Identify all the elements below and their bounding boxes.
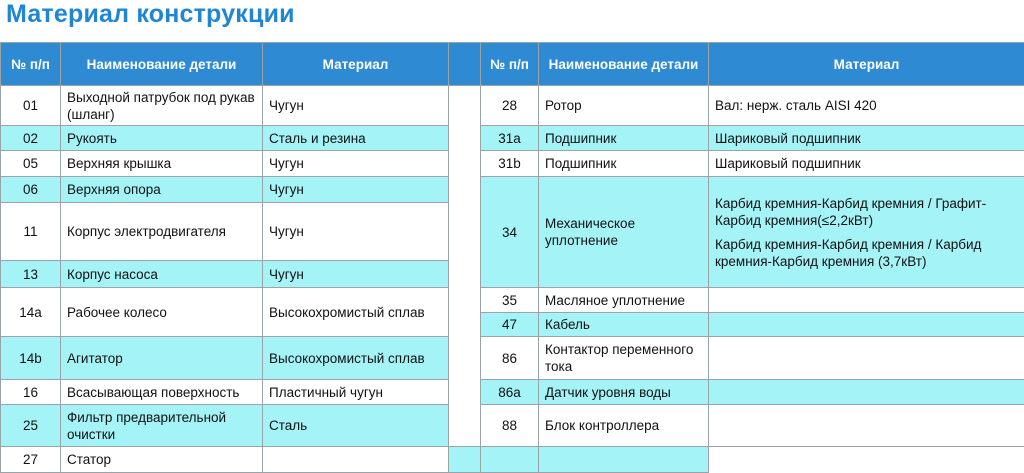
header-part-right: Наименование детали (539, 43, 709, 86)
cell-part-right: Подшипник (539, 151, 709, 177)
cell-num-right (449, 447, 481, 473)
cell-part-right: Датчик уровня воды (539, 380, 709, 405)
table-row (1, 447, 1024, 473)
cell-part: Корпус электродвигателя (61, 203, 263, 261)
cell-num: 14a (1, 288, 61, 337)
material-option: Карбид кремния-Карбид кремния / Карбид кремния-Карбид кремния (3,7кВт) (715, 236, 1018, 270)
cell-num-right: 47 (481, 313, 539, 337)
cell-material: Сталь (263, 405, 449, 447)
cell-material: Чугун (263, 86, 449, 126)
table-header-row (1, 43, 1024, 86)
table-row (1, 126, 1024, 151)
cell-material-right (539, 447, 709, 473)
cell-material: Чугун (263, 203, 449, 261)
table-row (1, 86, 1024, 126)
table-row (1, 337, 1024, 380)
cell-num: 16 (1, 380, 61, 405)
cell-num: 06 (1, 177, 61, 203)
cell-num-right: 31a (481, 126, 539, 151)
cell-num-right: 31b (481, 151, 539, 177)
header-num-right: № п/п (481, 43, 539, 86)
header-gap (449, 43, 481, 86)
cell-num: 05 (1, 151, 61, 177)
table-row (1, 380, 1024, 405)
cell-part: Статор (61, 447, 263, 473)
table-row (1, 177, 1024, 203)
cell-num-right: 86a (481, 380, 539, 405)
cell-num-right: 28 (481, 86, 539, 126)
cell-part: Рабочее колесо (61, 288, 263, 337)
cell-num-right: 86 (481, 337, 539, 380)
cell-material: Высокохромистый сплав (263, 288, 449, 337)
cell-num: 02 (1, 126, 61, 151)
cell-material: Сталь и резина (263, 126, 449, 151)
cell-material-right (709, 288, 1024, 313)
cell-part: Рукоять (61, 126, 263, 151)
cell-part: Корпус насоса (61, 261, 263, 288)
cell-num: 01 (1, 86, 61, 126)
cell-material-right (709, 177, 1024, 288)
header-part: Наименование детали (61, 43, 263, 86)
cell-material: Чугун (263, 151, 449, 177)
cell-material-right: Шариковый подшипник (709, 151, 1024, 177)
header-material: Материал (263, 43, 449, 86)
cell-part-right: Кабель (539, 313, 709, 337)
cell-material: Пластичный чугун (263, 380, 449, 405)
cell-num: 11 (1, 203, 61, 261)
cell-part: Фильтр предварительной очистки (61, 405, 263, 447)
cell-part-right: Контактор переменного тока (539, 337, 709, 380)
column-gap (449, 86, 481, 447)
cell-part-right (481, 447, 539, 473)
cell-material-right: Шариковый подшипник (709, 126, 1024, 151)
cell-part: Верхняя опора (61, 177, 263, 203)
cell-material-right (709, 313, 1024, 337)
cell-num: 25 (1, 405, 61, 447)
cell-material (263, 447, 449, 473)
cell-material-right (709, 380, 1024, 405)
cell-num: 27 (1, 447, 61, 473)
cell-part: Верхняя крышка (61, 151, 263, 177)
cell-num: 14b (1, 337, 61, 380)
cell-material: Чугун (263, 261, 449, 288)
page-title: Материал конструкции (6, 0, 295, 29)
cell-part-right: Подшипник (539, 126, 709, 151)
cell-num-right: 35 (481, 288, 539, 313)
cell-material-right (709, 337, 1024, 380)
cell-material-right: Вал: нерж. сталь AISI 420 (709, 86, 1024, 126)
cell-part: Выходной патрубок под рукав (шланг) (61, 86, 263, 126)
cell-num-right: 34 (481, 177, 539, 288)
cell-material-right (709, 405, 1024, 447)
cell-part-right: Ротор (539, 86, 709, 126)
table-row (1, 288, 1024, 313)
cell-part: Агитатор (61, 337, 263, 380)
header-num: № п/п (1, 43, 61, 86)
cell-part-right: Масляное уплотнение (539, 288, 709, 313)
cell-part-right: Блок контроллера (539, 405, 709, 447)
table-row (1, 151, 1024, 177)
cell-part-right: Механическое уплотнение (539, 177, 709, 288)
cell-material: Чугун (263, 177, 449, 203)
cell-num: 13 (1, 261, 61, 288)
cell-num-right: 88 (481, 405, 539, 447)
material-option: Карбид кремния-Карбид кремния / Графит-Карбид кремния(≤2,2кВт) (715, 195, 1018, 229)
header-material-right: Материал (709, 43, 1024, 86)
cell-material: Высокохромистый сплав (263, 337, 449, 380)
cell-part: Всасывающая поверхность (61, 380, 263, 405)
materials-table (0, 42, 1024, 473)
table-row (1, 405, 1024, 447)
